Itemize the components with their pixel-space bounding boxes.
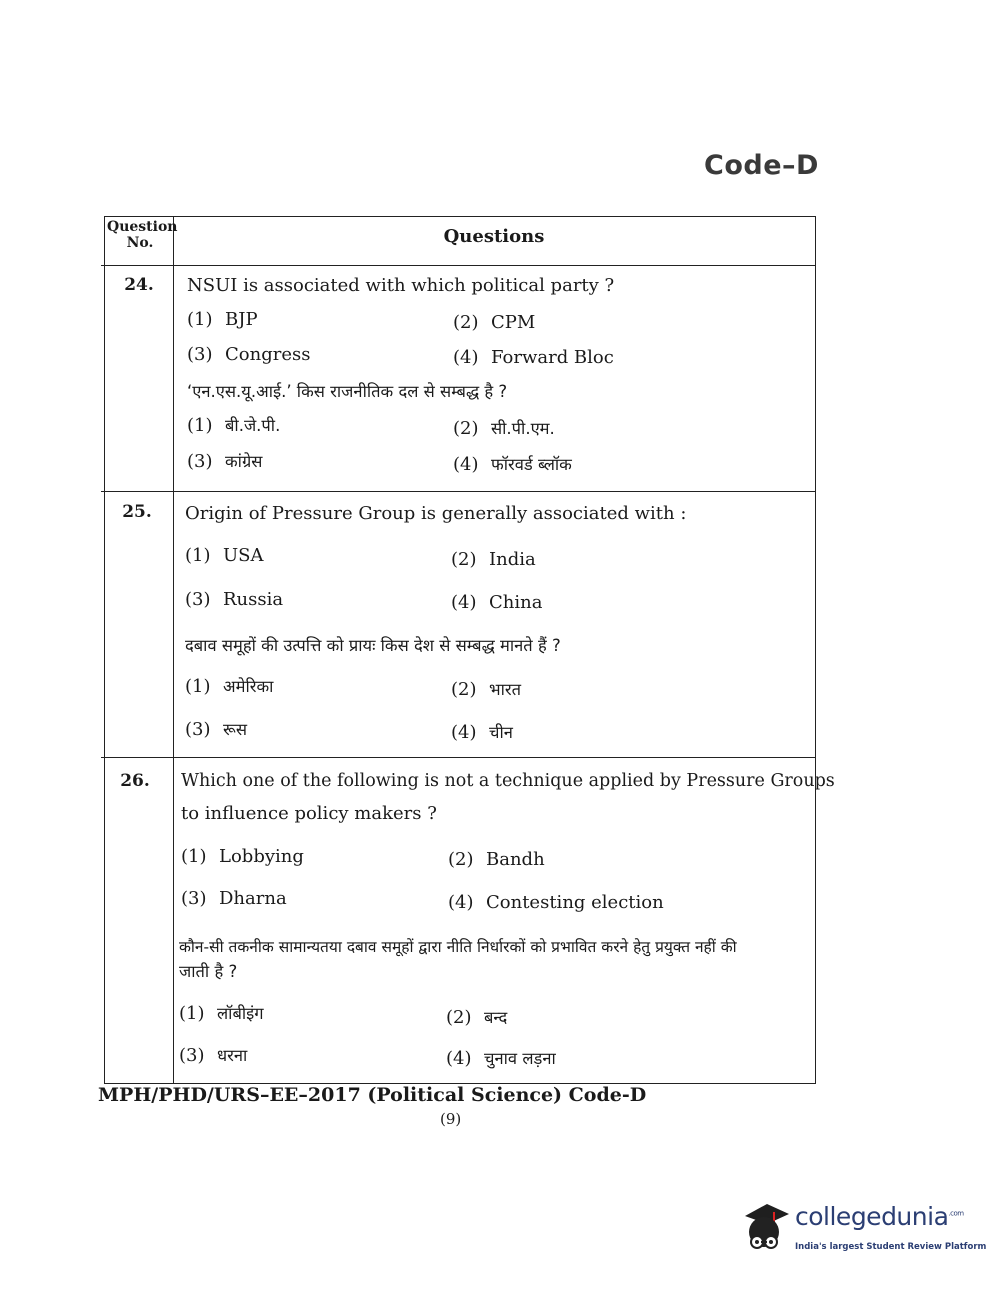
option-text: China <box>489 592 543 613</box>
option-text: सी.पी.एम. <box>491 419 555 438</box>
option-3-hi <box>185 717 247 740</box>
option-3-hi <box>179 1043 247 1066</box>
option-number: (3) <box>185 589 211 610</box>
option-2 <box>453 312 535 333</box>
option-4 <box>453 347 614 368</box>
option-text: धरना <box>217 1046 248 1065</box>
question-text-hi-line2: जाती है ? <box>179 962 238 981</box>
option-number: (3) <box>185 719 211 740</box>
option-text: चुनाव लड़ना <box>484 1049 556 1068</box>
option-number: (4) <box>453 347 479 368</box>
option-number: (2) <box>453 312 479 333</box>
option-1-hi <box>179 1001 264 1024</box>
option-4-hi <box>453 452 572 475</box>
option-text: Russia <box>223 589 284 610</box>
question-text-hi: दबाव समूहों की उत्पत्ति को प्रायः किस देश से सम्बद्ध मानते हैं ? <box>185 636 561 655</box>
option-text: Forward Bloc <box>491 347 614 368</box>
option-2-hi <box>446 1005 507 1028</box>
option-text: अमेरिका <box>223 677 274 696</box>
option-text: बी.जे.पी. <box>225 416 281 435</box>
option-text: रूस <box>223 720 247 739</box>
page-number: (9) <box>440 1110 462 1128</box>
option-number: (3) <box>187 344 213 365</box>
question-text-en: NSUI is associated with which political party ? <box>187 275 615 296</box>
column-divider <box>173 217 174 1083</box>
option-number: (2) <box>451 679 477 700</box>
option-number: (4) <box>451 722 477 743</box>
option-number: (3) <box>181 888 207 909</box>
option-2-hi <box>453 416 555 439</box>
code-label: Code–D <box>704 150 819 181</box>
header-question-no: Question No. <box>107 219 178 251</box>
option-number: (1) <box>185 676 211 697</box>
option-text: USA <box>223 545 264 566</box>
question-number: 26. <box>120 771 150 791</box>
logo-name: collegedunia <box>795 1202 949 1231</box>
question-text-en: Origin of Pressure Group is generally associated with : <box>185 503 687 524</box>
option-number: (2) <box>448 849 474 870</box>
option-1 <box>185 545 264 566</box>
option-3 <box>187 344 310 365</box>
option-1-hi <box>187 413 280 436</box>
option-number: (3) <box>179 1045 205 1066</box>
option-number: (1) <box>187 415 213 436</box>
option-3-hi <box>187 449 262 472</box>
option-number: (4) <box>453 454 479 475</box>
mascot-icon <box>737 1198 795 1260</box>
logo-suffix: .com <box>948 1209 964 1218</box>
option-1 <box>181 846 304 867</box>
question-text-en-line2: to influence policy makers ? <box>181 803 437 824</box>
option-text: भारत <box>489 680 522 699</box>
question-number: 25. <box>122 502 152 522</box>
option-text: लॉबीइंग <box>217 1004 264 1023</box>
option-text: Bandh <box>486 849 545 870</box>
option-3 <box>181 888 287 909</box>
option-number: (3) <box>187 451 213 472</box>
option-text: Congress <box>225 344 311 365</box>
option-text: BJP <box>225 309 258 330</box>
option-text: India <box>489 549 536 570</box>
question-text-hi-line1: कौन-सी तकनीक सामान्यतया दबाव समूहों द्वारा नीति निर्धारकों को प्रभावित करने हेतु प्रयुक्त नहीं की <box>179 938 737 956</box>
logo-wordmark <box>795 1202 964 1231</box>
option-number: (4) <box>451 592 477 613</box>
footer-code: MPH/PHD/URS–EE–2017 (Political Science) Code-D <box>98 1084 647 1106</box>
option-4-hi <box>446 1046 556 1069</box>
option-text: बन्द <box>484 1008 508 1027</box>
option-2-hi <box>451 677 521 700</box>
option-number: (2) <box>446 1007 472 1028</box>
option-1 <box>187 309 258 330</box>
option-text: Lobbying <box>219 846 304 867</box>
option-text: फॉरवर्ड ब्लॉक <box>491 455 572 474</box>
header-divider <box>101 265 815 266</box>
option-text: चीन <box>489 723 513 742</box>
option-4 <box>448 892 664 913</box>
option-number: (1) <box>179 1003 205 1024</box>
option-3 <box>185 589 283 610</box>
option-number: (2) <box>453 418 479 439</box>
question-text-en-line1: Which one of the following is not a technique applied by Pressure Groups <box>181 771 835 791</box>
question-number: 24. <box>124 275 154 295</box>
header-questions: Questions <box>443 226 545 247</box>
option-text: Dharna <box>219 888 287 909</box>
row-divider-25 <box>101 757 815 758</box>
option-2 <box>448 849 545 870</box>
option-number: (1) <box>187 309 213 330</box>
option-number: (1) <box>181 846 207 867</box>
option-text: कांग्रेस <box>225 452 263 471</box>
option-1-hi <box>185 674 273 697</box>
option-number: (4) <box>448 892 474 913</box>
option-2 <box>451 549 536 570</box>
option-number: (1) <box>185 545 211 566</box>
question-table <box>104 216 835 1084</box>
collegedunia-logo <box>737 1198 987 1260</box>
option-text: Contesting election <box>486 892 664 913</box>
row-divider-24 <box>101 491 815 492</box>
option-number: (4) <box>446 1048 472 1069</box>
logo-tagline: India's largest Student Review Platform <box>795 1242 987 1252</box>
question-text-hi: ‘एन.एस.यू.आई.’ किस राजनीतिक दल से सम्बद्ध है ? <box>187 382 508 401</box>
option-4 <box>451 592 542 613</box>
option-number: (2) <box>451 549 477 570</box>
option-4-hi <box>451 720 513 743</box>
option-text: CPM <box>491 312 536 333</box>
